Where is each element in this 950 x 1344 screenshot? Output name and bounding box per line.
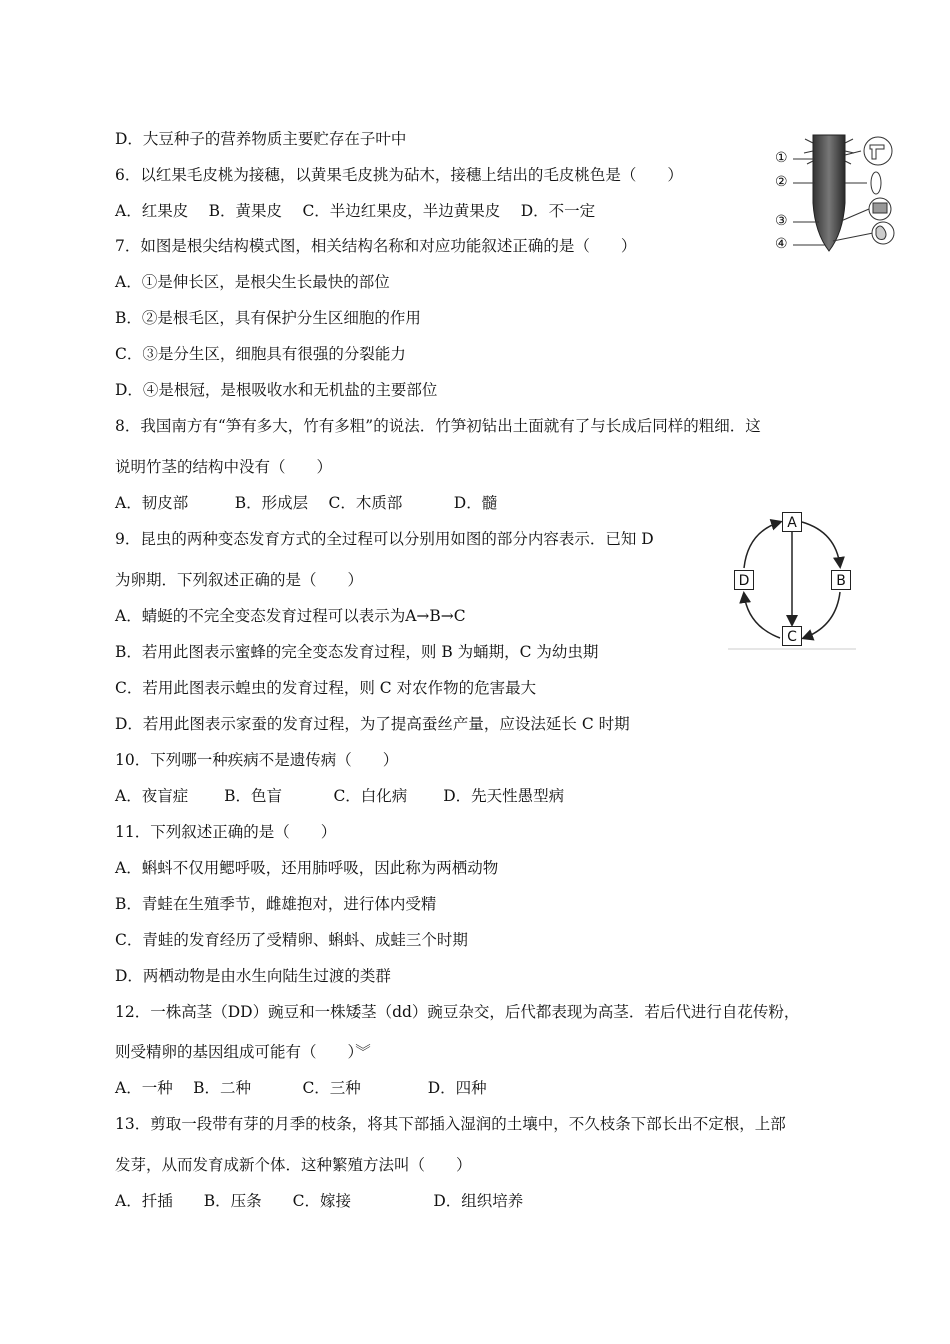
q8-options: A．韧皮部 B．形成层 C．木质部 D．髓 (115, 494, 498, 512)
root-label-4: ④ (775, 236, 788, 252)
q9-option-a: A．蜻蜓的不完全变态发育过程可以表示为A→B→C (115, 607, 466, 625)
q9-option-b: B．若用此图表示蜜蜂的完全变态发育过程，则 B 为蛹期，C 为幼虫期 (115, 643, 599, 661)
root-tip-figure (773, 133, 898, 255)
q12-stem-cont: 则受精卵的基因组成可能有（ ）︾ (115, 1043, 371, 1061)
q13-stem: 13．剪取一段带有芽的月季的枝条，将其下部插入湿润的土壤中，不久枝条下部长出不定根，上部 (115, 1115, 786, 1133)
q10-stem: 10．下列哪一种疾病不是遗传病（ ） (115, 751, 399, 769)
stage-a-box: A (782, 512, 802, 532)
q11-option-d: D．两栖动物是由水生向陆生过渡的类群 (115, 967, 391, 985)
q11-option-a: A．蝌蚪不仅用鳃呼吸，还用肺呼吸，因此称为两栖动物 (115, 859, 499, 877)
root-label-3: ③ (775, 213, 788, 229)
q7-option-d: D．④是根冠，是根吸收水和无机盐的主要部位 (115, 381, 438, 399)
q9-option-c: C．若用此图表示蝗虫的发育过程，则 C 对农作物的危害最大 (115, 679, 537, 697)
q13-options: A．扦插 B．压条 C．嫁接 D．组织培养 (115, 1192, 524, 1210)
q9-stem-cont: 为卵期．下列叙述正确的是（ ） (115, 571, 364, 589)
q11-stem: 11．下列叙述正确的是（ ） (115, 823, 337, 841)
q6-stem: 6．以红果毛皮桃为接穗，以黄果毛皮挑为砧木，接穗上结出的毛皮桃色是（ ） (115, 166, 683, 184)
q8-stem-cont: 说明竹茎的结构中没有（ ） (115, 458, 333, 476)
root-label-2: ② (775, 174, 788, 190)
q11-option-c: C．青蛙的发育经历了受精卵、蝌蚪、成蛙三个时期 (115, 931, 468, 949)
q12-stem: 12．一株高茎（DD）豌豆和一株矮茎（dd）豌豆杂交，后代都表现为高茎．若后代进行自花传粉， (115, 1003, 800, 1021)
q12-options: A．一种 B．二种 C．三种 D．四种 (115, 1079, 487, 1097)
q6-options: A．红果皮 B．黄果皮 C．半边红果皮，半边黄果皮 D．不一定 (115, 202, 596, 220)
stage-d-box: D (734, 570, 754, 590)
q9-option-d: D．若用此图表示家蚕的发育过程，为了提高蚕丝产量，应设法延长 C 时期 (115, 715, 630, 733)
q11-option-b: B．青蛙在生殖季节，雌雄抱对，进行体内受精 (115, 895, 437, 913)
q8-stem: 8．我国南方有“笋有多大，竹有多粗”的说法．竹笋初钻出土面就有了与长成后同样的粗细．这 (115, 417, 761, 435)
q5-option-d: D．大豆种子的营养物质主要贮存在子叶中 (115, 130, 407, 148)
stage-b-box: B (831, 570, 851, 590)
q7-option-c: C．③是分生区，细胞具有很强的分裂能力 (115, 345, 406, 363)
q7-option-b: B．②是根毛区，具有保护分生区细胞的作用 (115, 309, 421, 327)
root-label-1: ① (775, 150, 788, 166)
q9-stem: 9．昆虫的两种变态发育方式的全过程可以分别用如图的部分内容表示．已知 D (115, 530, 654, 548)
root-tip-drawing (773, 133, 898, 255)
life-cycle-figure (728, 508, 856, 652)
q10-options: A．夜盲症 B．色盲 C．白化病 D．先天性愚型病 (115, 787, 565, 805)
q13-stem-cont: 发芽，从而发育成新个体．这种繁殖方法叫（ ） (115, 1156, 472, 1174)
q7-stem: 7．如图是根尖结构模式图，相关结构名称和对应功能叙述正确的是（ ） (115, 237, 637, 255)
stage-c-box: C (782, 626, 802, 646)
q7-option-a: A．①是伸长区，是根尖生长最快的部位 (115, 273, 390, 291)
